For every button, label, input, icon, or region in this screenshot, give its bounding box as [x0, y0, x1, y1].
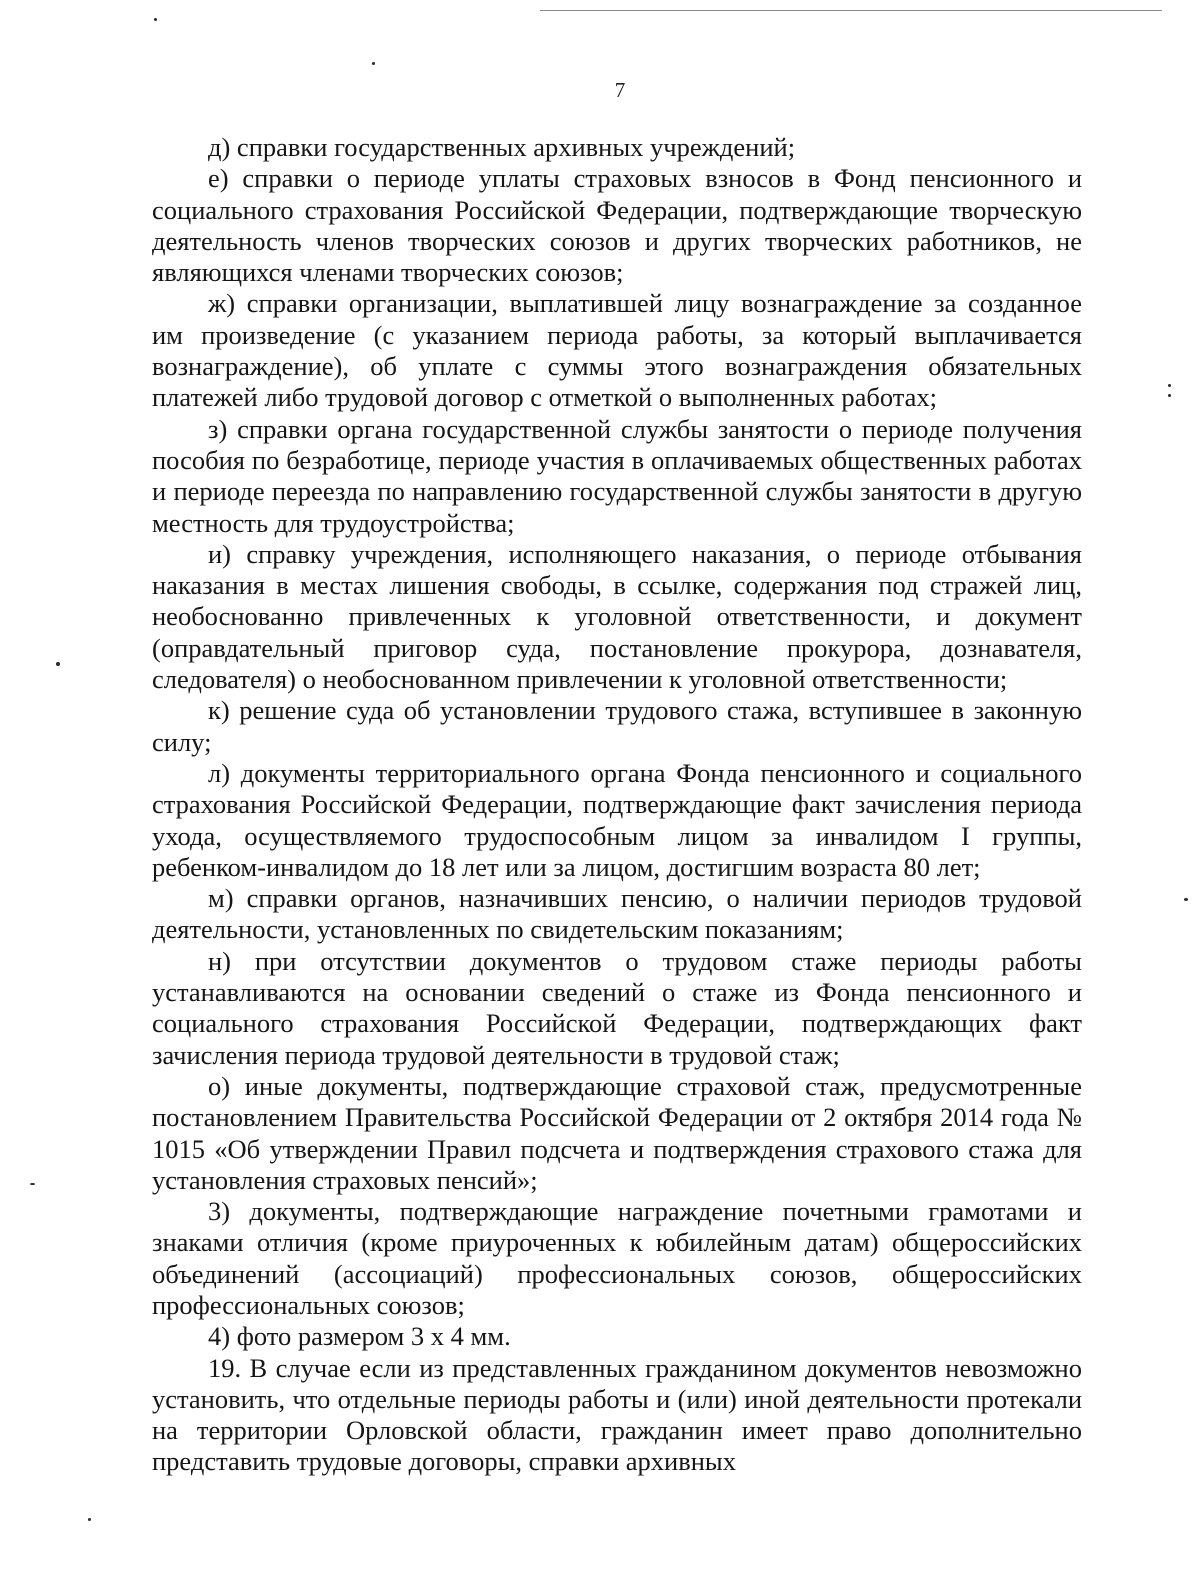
- scan-speck: [88, 1518, 91, 1521]
- paragraph-item-n: н) при отсутствии документов о трудовом стаже периоды работы устанавливаются на основании сведений о стаже из Фонда пенсионного и социального страхования Российской Федерации, подтверждающих факт зачисления периода трудовой деятельности в трудовой стаж;: [152, 945, 1082, 1070]
- scan-speck: [372, 62, 375, 65]
- paragraph-item-i: и) справку учреждения, исполняющего наказания, о периоде отбывания наказания в местах лишения свободы, в ссылке, содержания под стражей лиц, необоснованно привлеченных к уголовной ответственности, и документ (оправдательный приговор суда, постановление прокурора, дознавателя, следователя) о необоснованном привлечении к уголовной ответственности;: [152, 538, 1082, 695]
- scan-speck: [1168, 384, 1171, 387]
- paragraph-item-o: о) иные документы, подтверждающие страховой стаж, предусмотренные постановлением Правительства Российской Федерации от 2 октября 2014 года № 1015 «Об утверждении Правил подсчета и подтверждения страхового стажа для установления страховых пенсий»;: [152, 1070, 1082, 1195]
- paragraph-item-3: 3) документы, подтверждающие награждение почетными грамотами и знаками отличия (кроме приуроченных к юбилейным датам) общероссийских объединений (ассоциаций) профессиональных союзов, общероссийских профессиональных союзов;: [152, 1196, 1082, 1320]
- scan-speck: [56, 662, 60, 666]
- paragraph-item-k: к) решение суда об установлении трудового стажа, вступившее в законную силу;: [152, 695, 1082, 757]
- paragraph-item-m: м) справки органов, назначивших пенсию, о наличии периодов трудовой деятельности, установленных по свидетельским показаниям;: [152, 883, 1082, 945]
- page-number: 7: [614, 78, 626, 102]
- paragraph-item-d: д) справки государственных архивных учреждений;: [208, 132, 796, 162]
- document-body: [152, 132, 1082, 1478]
- scan-speck: [30, 1183, 35, 1185]
- scan-speck: [1168, 394, 1171, 397]
- paragraph-item-zh: ж) справки организации, выплатившей лицу вознаграждение за созданное им произведение (с указанием периода работы, за который выплачивается вознаграждение), об уплате с суммы этого вознаграждения обязательных платежей либо трудовой договор с отметкой о выполненных работах;: [152, 288, 1082, 413]
- scan-speck: [154, 18, 157, 21]
- paragraph-item-l: л) документы территориального органа Фонда пенсионного и социального страхования Российской Федерации, подтверждающие факт зачисления периода ухода, осуществляемого трудоспособным лицом за инвалидом I группы, ребенком-инвалидом до 18 лет или за лицом, достигшим возраста 80 лет;: [152, 757, 1082, 882]
- scan-speck: [1184, 898, 1188, 901]
- paragraph-clause-19: 19. В случае если из представленных гражданином документов невозможно установить, что отдельные периоды работы и (или) иной деятельности протекали на территории Орловской области, гражданин имеет право дополнительно представить трудовые договоры, справки архивных: [152, 1352, 1082, 1477]
- paragraph-item-4: 4) фото размером 3 х 4 мм.: [208, 1321, 511, 1352]
- scan-edge-line: [540, 10, 1162, 11]
- paragraph-item-e: е) справки о периоде уплаты страховых взносов в Фонд пенсионного и социального страхования Российской Федерации, подтверждающие творческую деятельность членов творческих союзов и других творческих работников, не являющихся членами творческих союзов;: [152, 163, 1082, 288]
- paragraph-item-z: з) справки органа государственной службы занятости о периоде получения пособия по безработице, периоде участия в оплачиваемых общественных работах и периоде переезда по направлению государственной службы занятости в другую местность для трудоустройства;: [152, 413, 1082, 538]
